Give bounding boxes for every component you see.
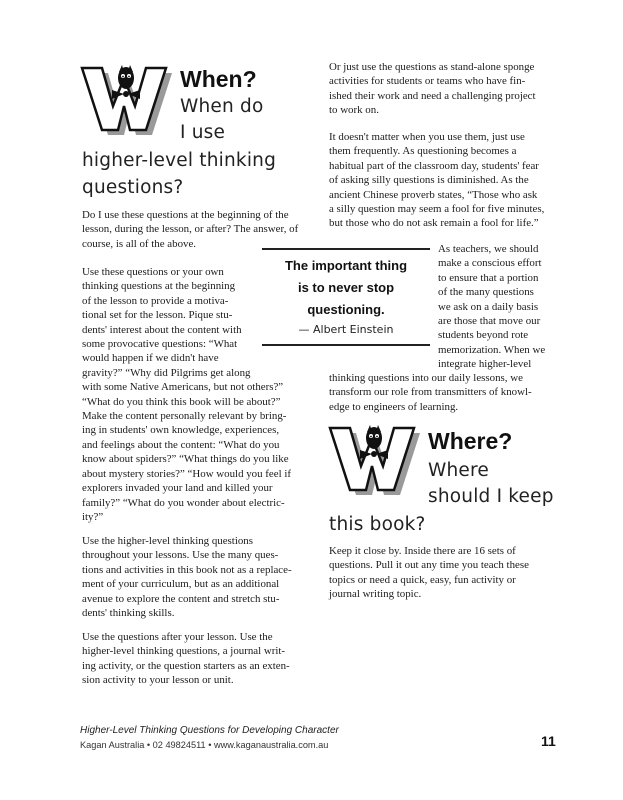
where-subheading-line: Where [428, 460, 489, 481]
text-line: course, is all of the above. [82, 237, 197, 250]
text-line: make a conscious effort [438, 257, 542, 270]
text-line: about mystery stories?” “How would you feel if [82, 467, 291, 480]
text-line: and feelings about the content: “What do you [82, 438, 280, 451]
text-line: are those that move our [438, 315, 541, 328]
when-subheading-line: questions? [82, 177, 184, 198]
text-line: It doesn't matter when you use them, just use [329, 131, 525, 143]
text-line: ity?” [82, 510, 104, 523]
text-line: dents' thinking skills. [82, 607, 175, 620]
text-line: but those who do not ask remain a fool for life.” [329, 217, 539, 230]
text-line: of asking silly questions is diminished. As the [329, 174, 529, 187]
text-line: Use the higher-level thinking questions [82, 535, 253, 547]
text-line: Or just use the questions as stand-alone sponge [329, 61, 535, 73]
text-line: Make the content personally relevant by bring- [82, 410, 287, 423]
w-mascot-logo-when [78, 64, 174, 136]
where-subheading-line: should I keep [428, 486, 554, 507]
text-line: tions and activities in this book not as a replace- [82, 563, 292, 576]
text-line: sion activity to your lesson or unit. [82, 674, 234, 687]
text-line: transform our role from transmitters of knowl- [329, 386, 532, 399]
text-line: ancient Chinese proverb states, “Those who ask [329, 188, 538, 201]
text-line: to ensure that a portion [438, 271, 539, 284]
paragraph-throughout [82, 534, 292, 620]
w-mascot-logo-where [326, 424, 422, 496]
text-line: of the many questions [438, 286, 534, 299]
text-line: them frequently. As questioning becomes a [329, 145, 517, 158]
text-line: ing in students' own knowledge, experiences, [82, 424, 280, 437]
text-line: family?” “What do you wonder about electric- [82, 496, 285, 509]
text-line: ment of your curriculum, but as an additional [82, 578, 280, 591]
quote-line: questioning. [307, 302, 385, 317]
text-line: habitual part of the classroom day, students' fear [329, 159, 539, 172]
quote-rule-bottom [262, 344, 430, 346]
text-line: gravity?” “Why did Pilgrims get along [82, 366, 251, 379]
w-mascot-icon [78, 64, 174, 136]
text-line: Use these questions or your own [82, 266, 224, 278]
footer-book-title: Higher-Level Thinking Questions for Developing Character [80, 725, 339, 736]
page-number: 11 [541, 733, 556, 749]
paragraph-beginning [82, 265, 291, 524]
text-line: avenue to explore the content and stretch stu- [82, 592, 280, 605]
text-line: a silly question may seem a fool for five minutes, [329, 203, 545, 216]
paragraph-intro [82, 208, 298, 251]
text-line: dents' interest about the content with [82, 323, 242, 336]
where-heading: Where? [428, 428, 513, 454]
footer-contact: Kagan Australia • 02 49824511 • www.kaganaustralia.com.au [80, 740, 329, 750]
text-line: ished their work and need a challenging project [329, 89, 536, 102]
text-line: higher-level thinking questions, a journal writ- [82, 645, 286, 658]
pull-quote [262, 248, 430, 346]
text-line: with some Native Americans, but not others?” [82, 381, 284, 394]
text-line: thinking questions at the beginning [82, 280, 236, 293]
paragraph-keep [329, 544, 529, 602]
paragraph-teachers [438, 242, 545, 372]
text-line: questions. Pull it out any time you teach these [329, 559, 529, 572]
quote-rule-top [262, 248, 430, 250]
text-line: topics or need a quick, easy, fun activity or [329, 573, 516, 586]
text-line: edge to engineers of learning. [329, 400, 459, 413]
text-line: some provocative questions: “What [82, 338, 238, 351]
text-line: we ask on a daily basis [438, 300, 539, 313]
text-line: activities for students or teams who have fin- [329, 75, 526, 88]
text-line: Keep it close by. Inside there are 16 sets of [329, 545, 516, 557]
where-subheading-line: this book? [329, 514, 426, 535]
when-heading: When? [180, 66, 257, 92]
text-line: memorization. When we [438, 343, 546, 356]
text-line: As teachers, we should [438, 243, 539, 255]
text-line: throughout your lessons. Use the many ques- [82, 549, 279, 562]
text-line: explorers invaded your land and killed your [82, 482, 273, 495]
paragraph-after [82, 630, 290, 688]
text-line: journal writing topic. [329, 588, 422, 601]
quote-author: — Albert Einstein [298, 323, 394, 336]
paragraph-frequently [329, 130, 544, 231]
quote-text [262, 255, 430, 321]
text-line: know about spiders?” “What things do you like [82, 453, 289, 466]
paragraph-teachers-cont [329, 371, 532, 414]
text-line: Do I use these questions at the beginning of the [82, 209, 289, 221]
text-line: thinking questions into our daily lessons, we [329, 372, 523, 384]
text-line: students beyond rote [438, 329, 529, 342]
when-subheading-line: When do [180, 96, 264, 117]
text-line: Use the questions after your lesson. Use the [82, 631, 273, 643]
text-line: would happen if we didn't have [82, 352, 219, 365]
text-line: ing activity, or the question starters as an exten- [82, 659, 290, 672]
quote-line: The important thing [284, 258, 408, 273]
text-line: lesson, during the lesson, or after? The answer, of [82, 223, 299, 236]
text-line: to work on. [329, 104, 379, 117]
text-line: tional set for the lesson. Pique stu- [82, 309, 233, 322]
when-subheading-line: higher-level thinking [82, 150, 277, 171]
quote-line: is to never stop [297, 280, 395, 295]
w-mascot-icon [326, 424, 422, 496]
text-line: “What do you think this book will be about?” [82, 395, 281, 408]
text-line: integrate higher-level [438, 358, 532, 371]
when-subheading-line: I use [180, 122, 226, 143]
text-line: of the lesson to provide a motiva- [82, 294, 229, 307]
paragraph-sponge [329, 60, 536, 118]
